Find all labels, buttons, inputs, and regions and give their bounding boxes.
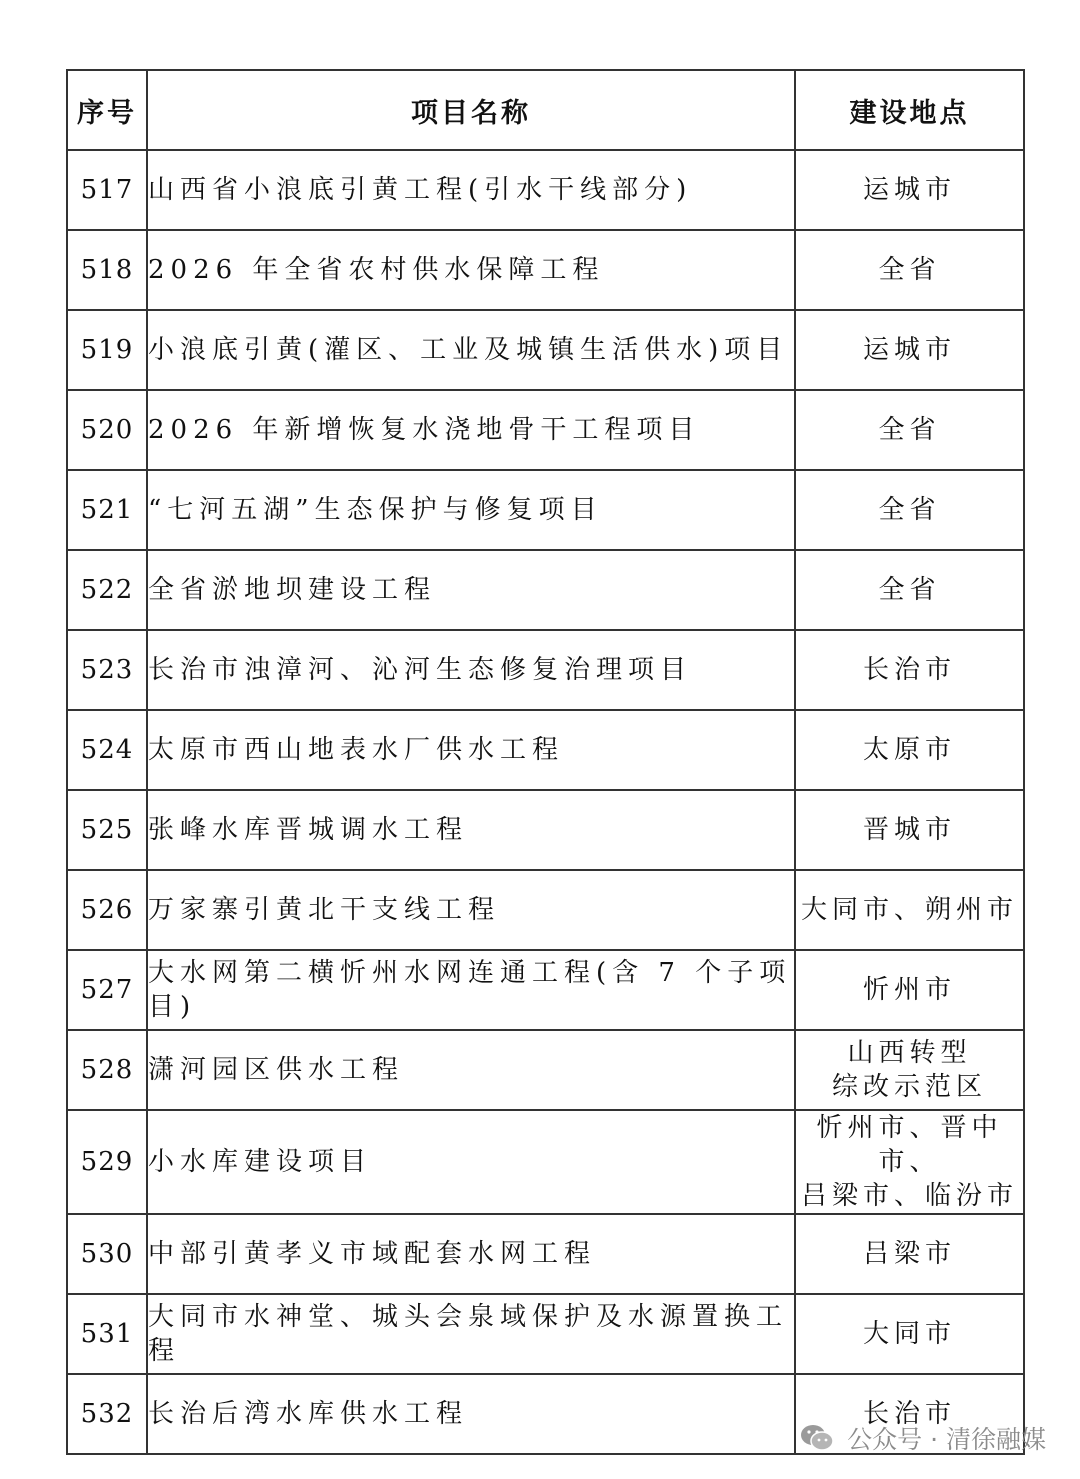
project-name: 2026 年全省农村供水保障工程: [147, 230, 795, 310]
row-number: 521: [67, 470, 147, 550]
project-location: [795, 950, 1024, 1030]
table-header-row: [67, 70, 1024, 150]
project-location: [795, 630, 1024, 710]
project-location: [795, 1214, 1024, 1294]
project-location: [795, 1110, 1024, 1214]
location-line: 山西转型: [847, 1038, 972, 1068]
location-line: 长治市: [862, 655, 956, 685]
row-number: 517: [67, 150, 147, 230]
project-location: [795, 1294, 1024, 1374]
project-name: “七河五湖”生态保护与修复项目: [147, 470, 795, 550]
location-line: 忻州市: [862, 975, 956, 1005]
row-number: 518: [67, 230, 147, 310]
project-name: 山西省小浪底引黄工程(引水干线部分): [147, 150, 795, 230]
project-location: [795, 230, 1024, 310]
location-line: 全省: [878, 575, 941, 605]
project-table: [66, 69, 1025, 1455]
row-number: 527: [67, 950, 147, 1030]
project-name: 2026 年新增恢复水浇地骨干工程项目: [147, 390, 795, 470]
row-number: 526: [67, 870, 147, 950]
project-location: [795, 550, 1024, 630]
location-line: 吕梁市: [862, 1239, 956, 1269]
table-body: [67, 150, 1024, 1454]
project-location: [795, 870, 1024, 950]
location-line: 运城市: [862, 175, 956, 205]
watermark: [799, 1420, 1046, 1456]
location-line: 晋城市: [862, 815, 956, 845]
project-location: [795, 1030, 1024, 1110]
location-line: 全省: [878, 495, 941, 525]
project-name: 全省淤地坝建设工程: [147, 550, 795, 630]
project-name: 小水库建设项目: [147, 1110, 795, 1214]
table-row: [67, 710, 1024, 790]
location-line: 运城市: [862, 335, 956, 365]
project-name: 大同市水神堂、城头会泉域保护及水源置换工程: [147, 1294, 795, 1374]
location-line: 吕梁市、临汾市: [800, 1181, 1018, 1211]
location-line: 太原市: [862, 735, 956, 765]
location-line: 大同市、朔州市: [800, 895, 1018, 925]
project-name: 万家寨引黄北干支线工程: [147, 870, 795, 950]
location-line: 全省: [878, 415, 941, 445]
table-row: [67, 390, 1024, 470]
project-location: [795, 710, 1024, 790]
row-number: 522: [67, 550, 147, 630]
header-location: 建设地点: [795, 70, 1024, 150]
row-number: 525: [67, 790, 147, 870]
table-row: [67, 1214, 1024, 1294]
table-row: [67, 230, 1024, 310]
row-number: 519: [67, 310, 147, 390]
table-row: [67, 550, 1024, 630]
header-no: 序号: [67, 70, 147, 150]
project-location: [795, 150, 1024, 230]
table-row: [67, 150, 1024, 230]
project-name: 张峰水库晋城调水工程: [147, 790, 795, 870]
project-name: 大水网第二横忻州水网连通工程(含 7 个子项目): [147, 950, 795, 1030]
project-location: [795, 470, 1024, 550]
project-name: 太原市西山地表水厂供水工程: [147, 710, 795, 790]
project-location: [795, 310, 1024, 390]
project-location: [795, 390, 1024, 470]
table-row: [67, 1110, 1024, 1214]
table-row: [67, 470, 1024, 550]
project-name: 长治市浊漳河、沁河生态修复治理项目: [147, 630, 795, 710]
location-line: 长治市: [862, 1399, 956, 1429]
project-name: 中部引黄孝义市域配套水网工程: [147, 1214, 795, 1294]
location-line: 综改示范区: [831, 1072, 987, 1102]
row-number: 524: [67, 710, 147, 790]
wechat-icon: [799, 1423, 835, 1453]
row-number: 531: [67, 1294, 147, 1374]
row-number: 529: [67, 1110, 147, 1214]
project-name: 长治后湾水库供水工程: [147, 1374, 795, 1454]
row-number: 528: [67, 1030, 147, 1110]
watermark-text: 公众号 · 清徐融媒: [847, 1425, 1046, 1454]
location-line: 忻州市、晋中市、: [816, 1113, 1003, 1177]
row-number: 532: [67, 1374, 147, 1454]
table-row: [67, 310, 1024, 390]
table-row: [67, 790, 1024, 870]
table-row: [67, 1030, 1024, 1110]
row-number: 530: [67, 1214, 147, 1294]
project-location: [795, 790, 1024, 870]
table-row: [67, 950, 1024, 1030]
header-name: 项目名称: [147, 70, 795, 150]
location-line: 全省: [878, 255, 941, 285]
table-row: [67, 1294, 1024, 1374]
row-number: 523: [67, 630, 147, 710]
project-name: 小浪底引黄(灌区、工业及城镇生活供水)项目: [147, 310, 795, 390]
location-line: 大同市: [862, 1319, 956, 1349]
table-row: [67, 630, 1024, 710]
row-number: 520: [67, 390, 147, 470]
table-row: [67, 870, 1024, 950]
project-name: 潇河园区供水工程: [147, 1030, 795, 1110]
